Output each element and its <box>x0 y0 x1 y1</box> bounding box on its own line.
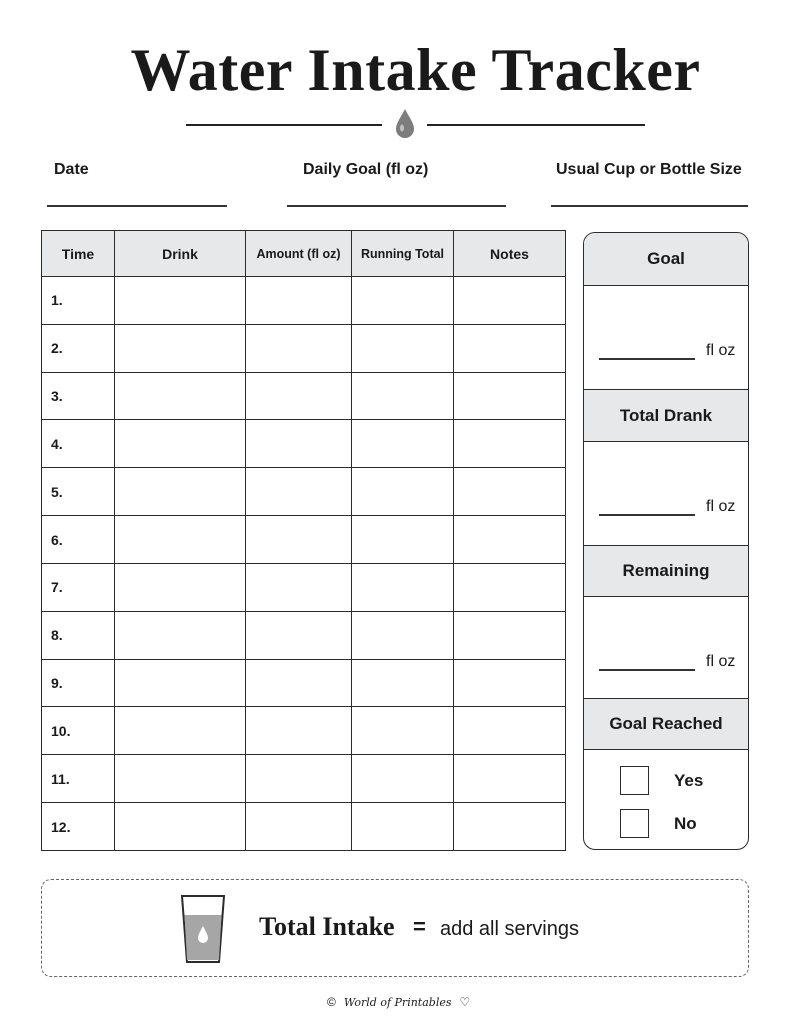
yes-label: Yes <box>674 771 704 790</box>
drink-cell[interactable] <box>115 516 246 564</box>
column-header-notes: Notes <box>454 231 566 277</box>
brand-name: World of Printables <box>343 995 452 1009</box>
notes-cell[interactable] <box>454 707 566 755</box>
running-total-cell[interactable] <box>352 372 454 420</box>
table-row <box>42 755 566 803</box>
running-total-cell[interactable] <box>352 516 454 564</box>
running-total-cell[interactable] <box>352 420 454 468</box>
notes-cell[interactable] <box>454 563 566 611</box>
total-description: add all servings <box>440 918 579 940</box>
goal-reached-header: Goal Reached <box>584 698 748 750</box>
notes-cell[interactable] <box>454 324 566 372</box>
drink-cell[interactable] <box>115 372 246 420</box>
table-row <box>42 372 566 420</box>
heart-icon: ♡ <box>459 995 471 1009</box>
drink-cell[interactable] <box>115 803 246 851</box>
total-drank-unit: fl oz <box>706 498 736 515</box>
drink-cell[interactable] <box>115 659 246 707</box>
no-checkbox[interactable] <box>620 809 649 838</box>
title-divider-right <box>427 124 645 126</box>
copyright-symbol: © <box>327 995 336 1009</box>
amount-cell[interactable] <box>246 516 352 564</box>
goal-blank[interactable] <box>599 358 695 360</box>
table-row <box>42 516 566 564</box>
notes-cell[interactable] <box>454 755 566 803</box>
total-drank-header: Total Drank <box>584 389 748 442</box>
total-equals: = <box>413 914 426 939</box>
goal-unit: fl oz <box>706 342 736 359</box>
amount-cell[interactable] <box>246 755 352 803</box>
cup-size-label: Usual Cup or Bottle Size <box>556 161 742 178</box>
column-header-amount: Amount (fl oz) <box>246 231 352 277</box>
notes-cell[interactable] <box>454 803 566 851</box>
daily-goal-field[interactable] <box>287 205 506 207</box>
drink-cell[interactable] <box>115 563 246 611</box>
amount-cell[interactable] <box>246 324 352 372</box>
notes-cell[interactable] <box>454 420 566 468</box>
drink-cell[interactable] <box>115 468 246 516</box>
goal-header: Goal <box>584 233 748 286</box>
date-field[interactable] <box>47 205 227 207</box>
page-title: Water Intake Tracker <box>130 37 701 103</box>
notes-cell[interactable] <box>454 659 566 707</box>
amount-cell[interactable] <box>246 611 352 659</box>
no-label: No <box>674 814 697 833</box>
yes-checkbox[interactable] <box>620 766 649 795</box>
drink-cell[interactable] <box>115 611 246 659</box>
time-cell: 8. <box>42 611 115 659</box>
time-cell: 9. <box>42 659 115 707</box>
water-drop-icon <box>394 107 416 139</box>
total-intake-title: Total Intake <box>259 912 395 941</box>
water-glass-icon <box>179 893 227 965</box>
table-row <box>42 611 566 659</box>
table-row <box>42 803 566 851</box>
table-row <box>42 659 566 707</box>
title-divider-left <box>186 124 382 126</box>
amount-cell[interactable] <box>246 277 352 325</box>
running-total-cell[interactable] <box>352 755 454 803</box>
table-row <box>42 324 566 372</box>
time-cell: 4. <box>42 420 115 468</box>
date-label: Date <box>54 161 89 178</box>
remaining-header: Remaining <box>584 545 748 597</box>
total-intake-box <box>41 879 749 977</box>
intake-log-table <box>41 230 566 851</box>
drink-cell[interactable] <box>115 277 246 325</box>
table-row <box>42 420 566 468</box>
amount-cell[interactable] <box>246 420 352 468</box>
drink-cell[interactable] <box>115 420 246 468</box>
remaining-blank[interactable] <box>599 669 695 671</box>
amount-cell[interactable] <box>246 659 352 707</box>
amount-cell[interactable] <box>246 372 352 420</box>
drink-cell[interactable] <box>115 755 246 803</box>
notes-cell[interactable] <box>454 516 566 564</box>
amount-cell[interactable] <box>246 563 352 611</box>
running-total-cell[interactable] <box>352 277 454 325</box>
table-header-row <box>42 231 566 277</box>
running-total-cell[interactable] <box>352 324 454 372</box>
running-total-cell[interactable] <box>352 611 454 659</box>
amount-cell[interactable] <box>246 468 352 516</box>
time-cell: 11. <box>42 755 115 803</box>
running-total-cell[interactable] <box>352 659 454 707</box>
amount-cell[interactable] <box>246 707 352 755</box>
notes-cell[interactable] <box>454 611 566 659</box>
time-cell: 1. <box>42 277 115 325</box>
drink-cell[interactable] <box>115 324 246 372</box>
time-cell: 5. <box>42 468 115 516</box>
table-row <box>42 707 566 755</box>
time-cell: 10. <box>42 707 115 755</box>
column-header-drink: Drink <box>115 231 246 277</box>
column-header-time: Time <box>42 231 115 277</box>
table-row <box>42 468 566 516</box>
time-cell: 2. <box>42 324 115 372</box>
daily-goal-label: Daily Goal (fl oz) <box>303 161 429 178</box>
notes-cell[interactable] <box>454 372 566 420</box>
notes-cell[interactable] <box>454 277 566 325</box>
summary-panel <box>583 232 749 850</box>
drink-cell[interactable] <box>115 707 246 755</box>
running-total-cell[interactable] <box>352 468 454 516</box>
notes-cell[interactable] <box>454 468 566 516</box>
time-cell: 7. <box>42 563 115 611</box>
cup-size-field[interactable] <box>551 205 748 207</box>
time-cell: 6. <box>42 516 115 564</box>
running-total-cell[interactable] <box>352 563 454 611</box>
table-row <box>42 277 566 325</box>
total-drank-blank[interactable] <box>599 514 695 516</box>
table-row <box>42 563 566 611</box>
running-total-cell[interactable] <box>352 803 454 851</box>
time-cell: 3. <box>42 372 115 420</box>
amount-cell[interactable] <box>246 803 352 851</box>
running-total-cell[interactable] <box>352 707 454 755</box>
column-header-running-total: Running Total <box>352 231 454 277</box>
time-cell: 12. <box>42 803 115 851</box>
footer <box>327 995 470 1009</box>
remaining-unit: fl oz <box>706 653 736 670</box>
